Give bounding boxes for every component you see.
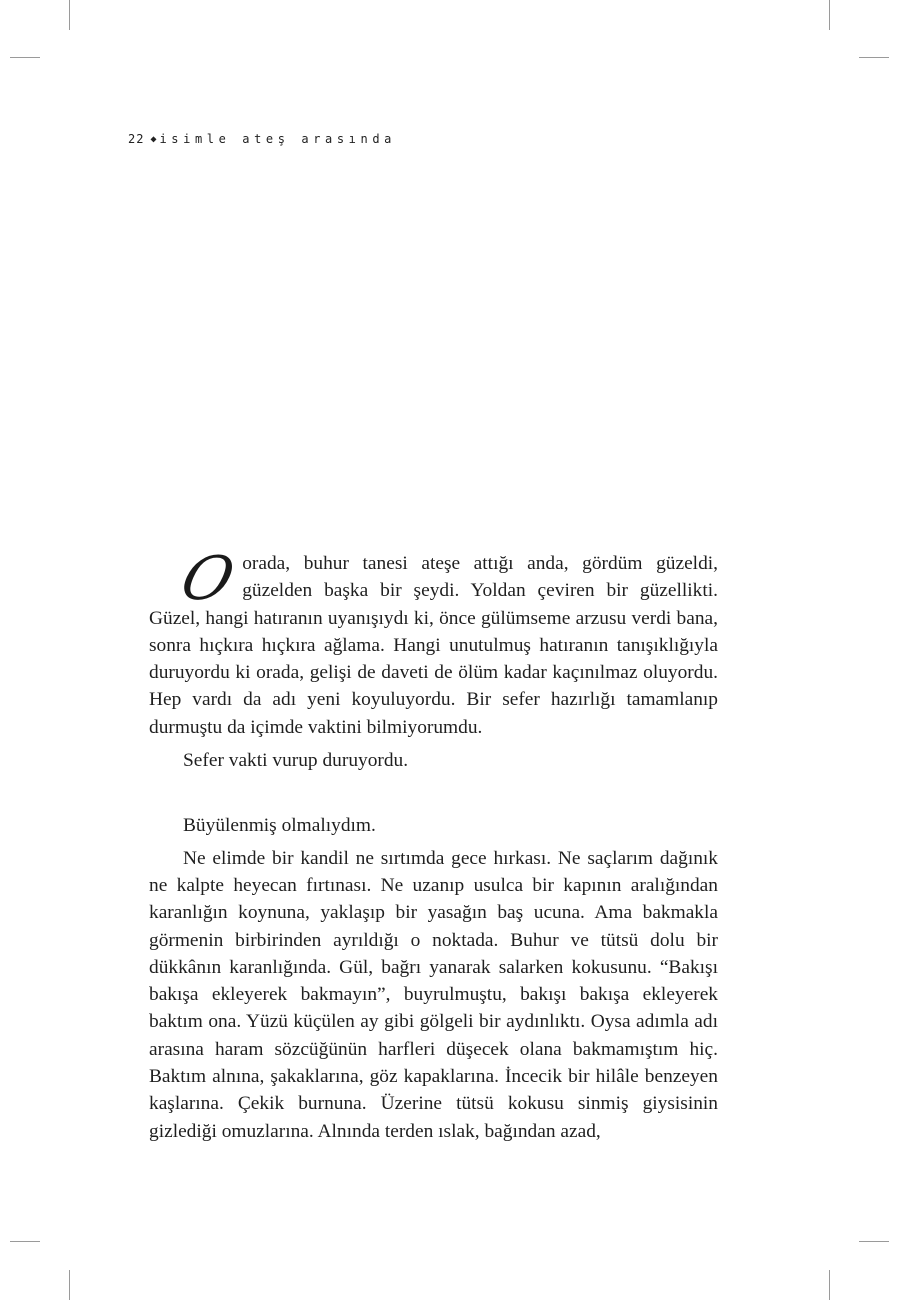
body-text: [149, 544, 718, 1145]
crop-mark-top-right-horizontal: [859, 57, 889, 58]
crop-mark-bottom-left: [69, 1270, 70, 1300]
paragraph-1: [149, 544, 718, 741]
page-number: 22: [128, 132, 145, 146]
diamond-ornament-icon: ◆: [150, 134, 157, 145]
paragraph-4: Ne elimde bir kandil ne sırtımda gece hırkası. Ne saçlarım dağınık ne kalpte heyecan fırtınası. Ne uzanıp usulca bir kapının aralığından karanlığın koynuna, yaklaşıp bir yasağın baş ucuna. Ama bakmakla görmenin birbirinden ayrıldığı o noktada. Buhur ve tütsü dolu bir dükkânın karanlığında. Gül, bağrı yanarak salarken kokusunu. “Bakışı bakışa ekleyerek bakmayın”, buyrulmuştu, bakışı bakışa ekleyerek baktım ona. Yüzü küçülen ay gibi gölgeli bir aydınlıktı. Oysa adımla adı arasına haram sözcüğünün harfleri düşecek olana bakmamıştım hiç. Baktım alnına, şakaklarına, göz kapaklarına. İncecik bir hilâle benzeyen kaşlarına. Çekik burnuna. Üzerine tütsü kokusu sinmiş giysisinin gizlediği omuzlarına. Alnında terden ıslak, bağından azad,: [149, 847, 718, 1142]
paragraph-3: Büyülenmiş olmalıydım.: [183, 815, 376, 837]
crop-mark-top-right: [829, 0, 830, 30]
paragraph-1-text: orada, buhur tanesi ateşe attığı anda, gördüm güzeldi, güzelden başka bir şeydi. Yoldan çeviren bir güzellikti. Güzel, hangi hatıranın uyanışıydı ki, önce gülümseme arzusu verdi bana, sonra hıçkıra hıçkıra ağlama. Hangi unutulmuş hatıranın tanışıklığıyla duruyordu ki orada, gelişi de daveti de ölüm kadar kaçınılmaz oluyordu. Hep vardı da adı yeni koyuluyordu. Bir sefer hazırlığı tamamlanıp durmuştu da içimde vaktini bilmiyorumdu.: [149, 553, 718, 738]
paragraph-2: Sefer vakti vurup duruyordu.: [183, 750, 409, 772]
drop-cap: O: [174, 544, 241, 614]
running-head: [128, 132, 396, 146]
running-head-title: isimle ateş arasında: [159, 132, 396, 146]
crop-mark-bottom-right: [829, 1270, 830, 1300]
crop-mark-bottom-left-horizontal: [10, 1241, 40, 1242]
crop-mark-top-left-horizontal: [10, 57, 40, 58]
crop-mark-bottom-right-horizontal: [859, 1241, 889, 1242]
crop-mark-top-left: [69, 0, 70, 30]
